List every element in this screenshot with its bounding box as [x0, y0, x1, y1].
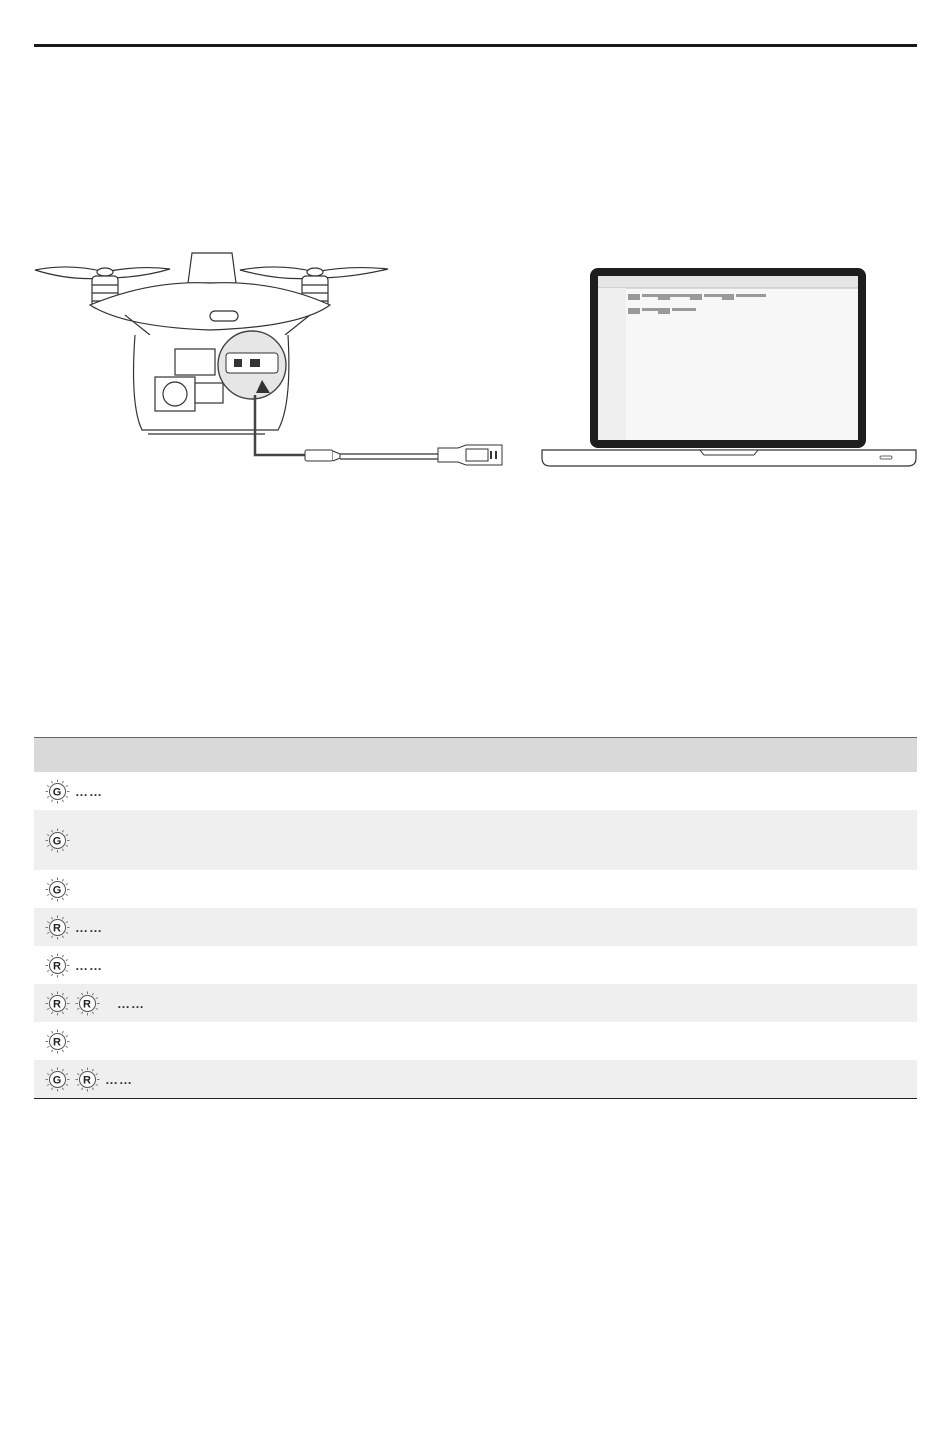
- svg-text:R: R: [83, 998, 92, 1010]
- table-row: [34, 1060, 917, 1098]
- repeat-dots: ……: [75, 957, 103, 973]
- red-led-blink-icon: [75, 1067, 100, 1092]
- svg-text:R: R: [53, 1036, 62, 1048]
- red-led-blink-icon: [45, 953, 70, 978]
- svg-text:G: G: [52, 786, 63, 798]
- led-sequence: [45, 877, 75, 902]
- svg-text:R: R: [53, 922, 62, 934]
- led-sequence: [45, 1029, 75, 1054]
- green-led-blink-icon: [45, 828, 70, 853]
- table-row: [34, 1022, 917, 1060]
- led-sequence: [45, 915, 103, 940]
- red-led-blink-icon: [75, 991, 100, 1016]
- table-header: [34, 737, 917, 772]
- red-led-blink-icon: [45, 1029, 70, 1054]
- svg-text:R: R: [83, 1074, 92, 1086]
- table-row: [34, 984, 917, 1022]
- led-sequence: [45, 828, 75, 853]
- led-sequence: [45, 1067, 133, 1092]
- red-led-blink-icon: [45, 991, 70, 1016]
- red-led-blink-icon: [45, 915, 70, 940]
- table-row: [34, 946, 917, 984]
- led-sequence: [45, 779, 103, 804]
- repeat-dots: ……: [75, 783, 103, 799]
- repeat-dots: ……: [117, 995, 145, 1011]
- svg-text:G: G: [52, 835, 63, 847]
- repeat-dots: ……: [105, 1071, 133, 1087]
- laptop-illustration: [540, 266, 918, 468]
- table-row: [34, 772, 917, 810]
- led-sequence: [45, 991, 145, 1016]
- top-rule: [34, 44, 917, 47]
- led-sequence: [45, 953, 103, 978]
- green-led-blink-icon: [45, 779, 70, 804]
- svg-text:G: G: [52, 1074, 63, 1086]
- aircraft-status-indicator-table: [34, 737, 917, 1099]
- svg-text:G: G: [52, 884, 63, 896]
- repeat-dots: ……: [75, 919, 103, 935]
- svg-text:R: R: [53, 998, 62, 1010]
- table-row: [34, 870, 917, 908]
- table-row: [34, 908, 917, 946]
- drone-usb-illustration: [30, 245, 510, 475]
- green-led-blink-icon: [45, 1067, 70, 1092]
- table-row: [34, 810, 917, 870]
- green-led-blink-icon: [45, 877, 70, 902]
- svg-text:R: R: [53, 960, 62, 972]
